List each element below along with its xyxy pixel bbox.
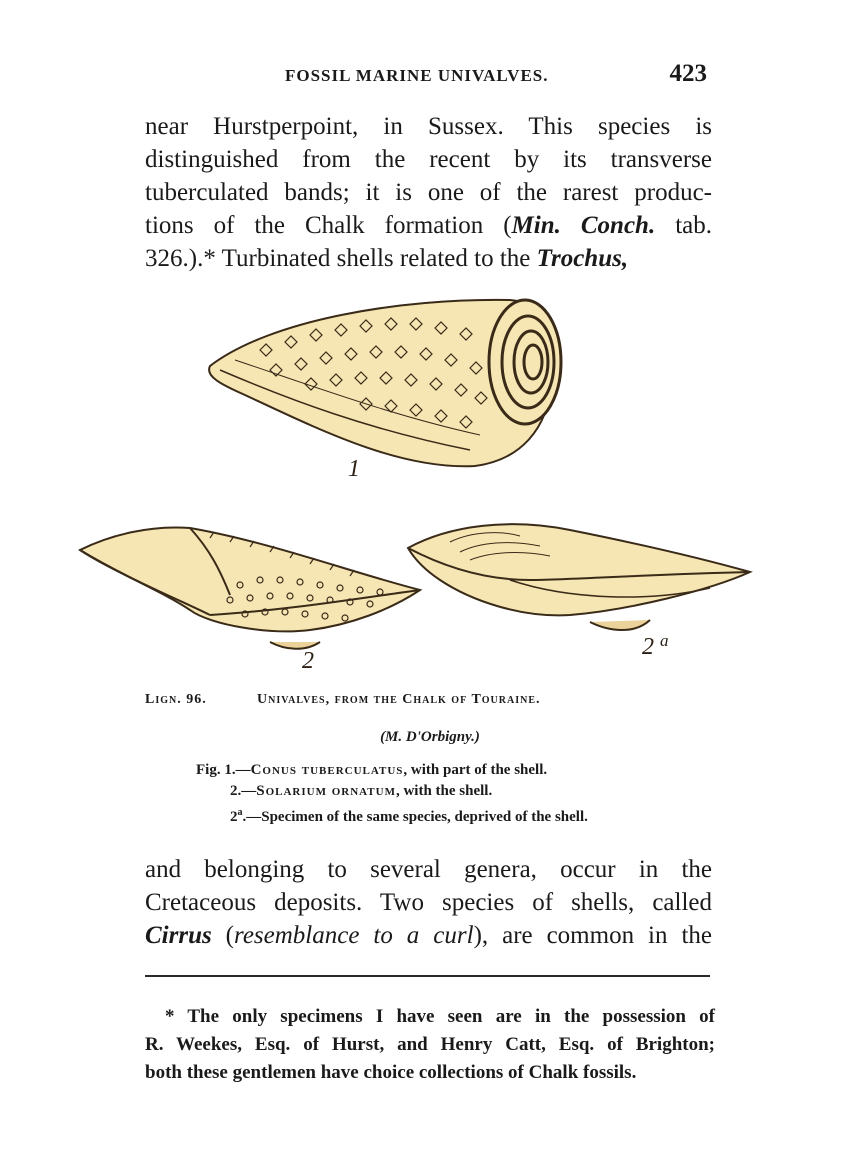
text-line: tuberculated bands; it is one of the rarest produc- (145, 179, 712, 206)
genus-italic: Trochus, (536, 245, 629, 272)
caption-lign: Lign. 96. (145, 692, 207, 707)
solarium-specimen-drawing (408, 524, 750, 630)
species-name: Solarium ornatum (256, 783, 396, 799)
figure-label-2a-number: 2 (642, 634, 654, 660)
translation-italic: resemblance to a curl (234, 922, 474, 949)
text-line (145, 919, 712, 952)
text-line (145, 209, 712, 242)
footnote-line: * The only specimens I have seen are in the possession of (165, 1006, 715, 1027)
text-run: tions of the Chalk formation ( (145, 212, 512, 239)
text-run: ), are common in the (473, 922, 712, 949)
legend-text: .—Specimen of the same species, deprived of the shell. (242, 809, 588, 825)
legend-prefix: 2.— (230, 783, 257, 799)
footnote-line: both these gentlemen have choice collections of Chalk fossils. (145, 1062, 637, 1083)
top-paragraph (145, 110, 712, 275)
shell-illustration (70, 280, 770, 690)
text-run: tab. (655, 212, 712, 239)
legend-text: , with the shell. (395, 783, 493, 799)
citation-italic: Min. Conch. (511, 212, 656, 239)
legend-item-2 (196, 781, 588, 802)
text-line: Cretaceous deposits. Two species of shells, called (145, 889, 712, 916)
running-head (145, 62, 715, 92)
text-line: distinguished from the recent by its transverse (145, 146, 712, 173)
legend-item-1 (196, 760, 588, 781)
footnote-divider (145, 975, 710, 977)
text-run: 326.).* Turbinated shells related to the (145, 245, 537, 272)
figure-label-2a-superscript: a (660, 631, 669, 650)
text-run: ( (211, 922, 235, 949)
running-title: FOSSIL MARINE UNIVALVES. (285, 66, 549, 85)
legend-text: , with part of the shell. (403, 762, 548, 778)
bottom-paragraph (145, 853, 712, 952)
legend-prefix: 2 (230, 809, 238, 825)
figure-label-2: 2 (302, 648, 314, 674)
figure-legend (196, 760, 588, 828)
legend-prefix: Fig. 1.— (196, 762, 251, 778)
genus-italic: Cirrus (145, 922, 212, 949)
caption-title: Univalves, from the Chalk of Touraine. (257, 692, 541, 707)
solarium-shell-drawing (80, 527, 420, 648)
legend-item-2a (196, 802, 588, 828)
text-line: and belonging to several genera, occur in the (145, 856, 712, 883)
text-line (145, 242, 712, 275)
footnote (145, 1003, 715, 1087)
text-line: near Hurstperpoint, in Sussex. This species is (145, 113, 712, 140)
conus-shell-drawing (209, 300, 561, 466)
page-number: 423 (669, 60, 707, 87)
figure-label-2a (642, 631, 669, 660)
figure-label-1: 1 (348, 456, 360, 482)
footnote-line: R. Weekes, Esq. of Hurst, and Henry Catt, Esq. of Brighton; (145, 1034, 715, 1055)
legend-superscript: a (237, 807, 243, 818)
species-name: Conus tuberculatus (250, 762, 404, 778)
caption-attribution: (M. D'Orbigny.) (380, 729, 480, 745)
